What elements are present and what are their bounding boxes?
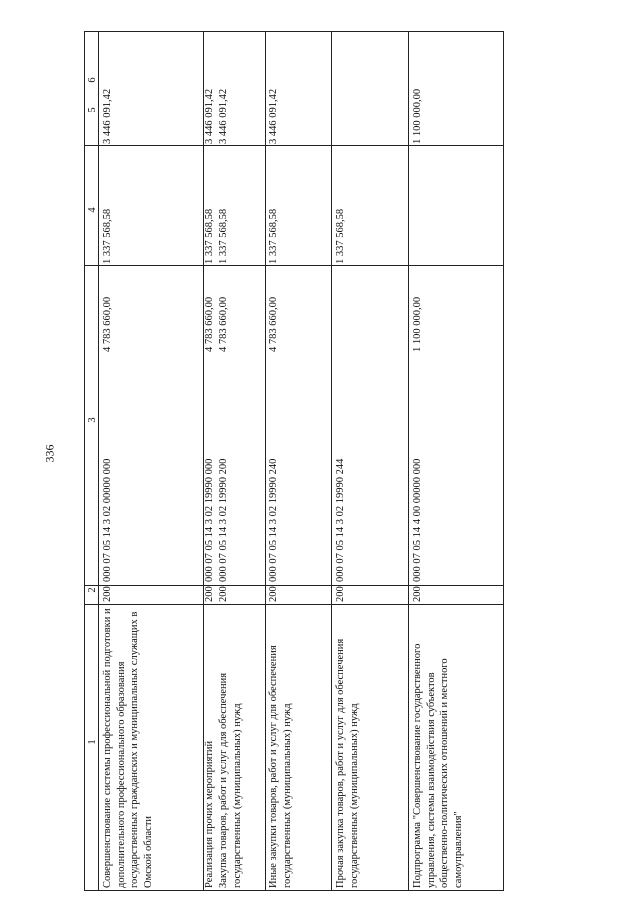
header-col-5: 5 (87, 107, 98, 113)
row-2-name: Реализация прочих мероприятий (204, 740, 215, 888)
row-6-name: Подпрограмма "Совершенствование государственного управления, системы взаимодействия субъектов общественно-политических отношений и местного самоуправления" (412, 643, 464, 888)
row-3-amount-5: 1 337 568,58 (218, 208, 229, 264)
page-number: 336 (42, 444, 57, 462)
column-divider (331, 32, 332, 890)
row-5-classification: 000 07 05 14 3 02 19990 244 (335, 458, 346, 582)
row-6-amount-4: 1 100 000,00 (412, 296, 423, 352)
row-3-amount-4: 4 783 660,00 (218, 296, 229, 352)
column-divider (98, 32, 99, 890)
row-4-code: 200 (268, 586, 279, 602)
header-col-2: 2 (87, 587, 98, 593)
row-2-amount-4: 4 783 660,00 (204, 296, 215, 352)
row-3-code: 200 (218, 586, 229, 602)
row-6-code: 200 (412, 586, 423, 602)
header-col-4: 4 (87, 207, 98, 213)
row-4-amount-4: 4 783 660,00 (268, 296, 279, 352)
row-1-code: 200 (102, 586, 113, 602)
row-3-amount-6: 3 446 091,42 (218, 88, 229, 144)
header-col-1: 1 (87, 739, 98, 745)
row-3-classification: 000 07 05 14 3 02 19990 200 (218, 458, 229, 582)
header-col-3: 3 (87, 417, 98, 423)
row-1-amount-4: 4 783 660,00 (102, 296, 113, 352)
row-5-name: Прочая закупка товаров, работ и услуг для обеспечения государственных (муниципальных) нужд (335, 638, 360, 888)
row-1-amount-6: 3 446 091,42 (102, 88, 113, 144)
row-2-classification: 000 07 05 14 3 02 19990 000 (204, 458, 215, 582)
row-5-amount-5: 1 337 568,58 (335, 208, 346, 264)
row-4-amount-5: 1 337 568,58 (268, 208, 279, 264)
budget-table (84, 31, 504, 891)
row-4-name: Иные закупки товаров, работ и услуг для обеспечения государственных (муниципальных) нужд (268, 645, 293, 888)
row-1-classification: 000 07 05 14 3 02 00000 000 (102, 458, 113, 582)
row-6-classification: 000 07 05 14 4 00 00000 000 (412, 458, 423, 582)
row-divider (85, 585, 503, 586)
row-1-amount-5: 1 337 568,58 (102, 208, 113, 264)
row-6-amount-6: 1 100 000,00 (412, 88, 423, 144)
column-divider (265, 32, 266, 890)
row-3-name: Закупка товаров, работ и услуг для обеспечения государственных (муниципальных) нужд (218, 672, 243, 888)
row-4-amount-6: 3 446 091,42 (268, 88, 279, 144)
row-2-code: 200 (204, 586, 215, 602)
row-divider (85, 265, 503, 266)
row-divider (85, 604, 503, 605)
header-col-6: 6 (87, 77, 98, 83)
row-2-amount-6: 3 446 091,42 (204, 88, 215, 144)
row-2-amount-5: 1 337 568,58 (204, 208, 215, 264)
column-divider (408, 32, 409, 890)
row-1-name: Совершенствование системы профессиональной подготовки и дополнительного профессионального образования государственных гражданских и муниципальных служащих в Омской области (102, 608, 154, 888)
row-5-code: 200 (335, 586, 346, 602)
row-4-classification: 000 07 05 14 3 02 19990 240 (268, 458, 279, 582)
row-divider (85, 145, 503, 146)
